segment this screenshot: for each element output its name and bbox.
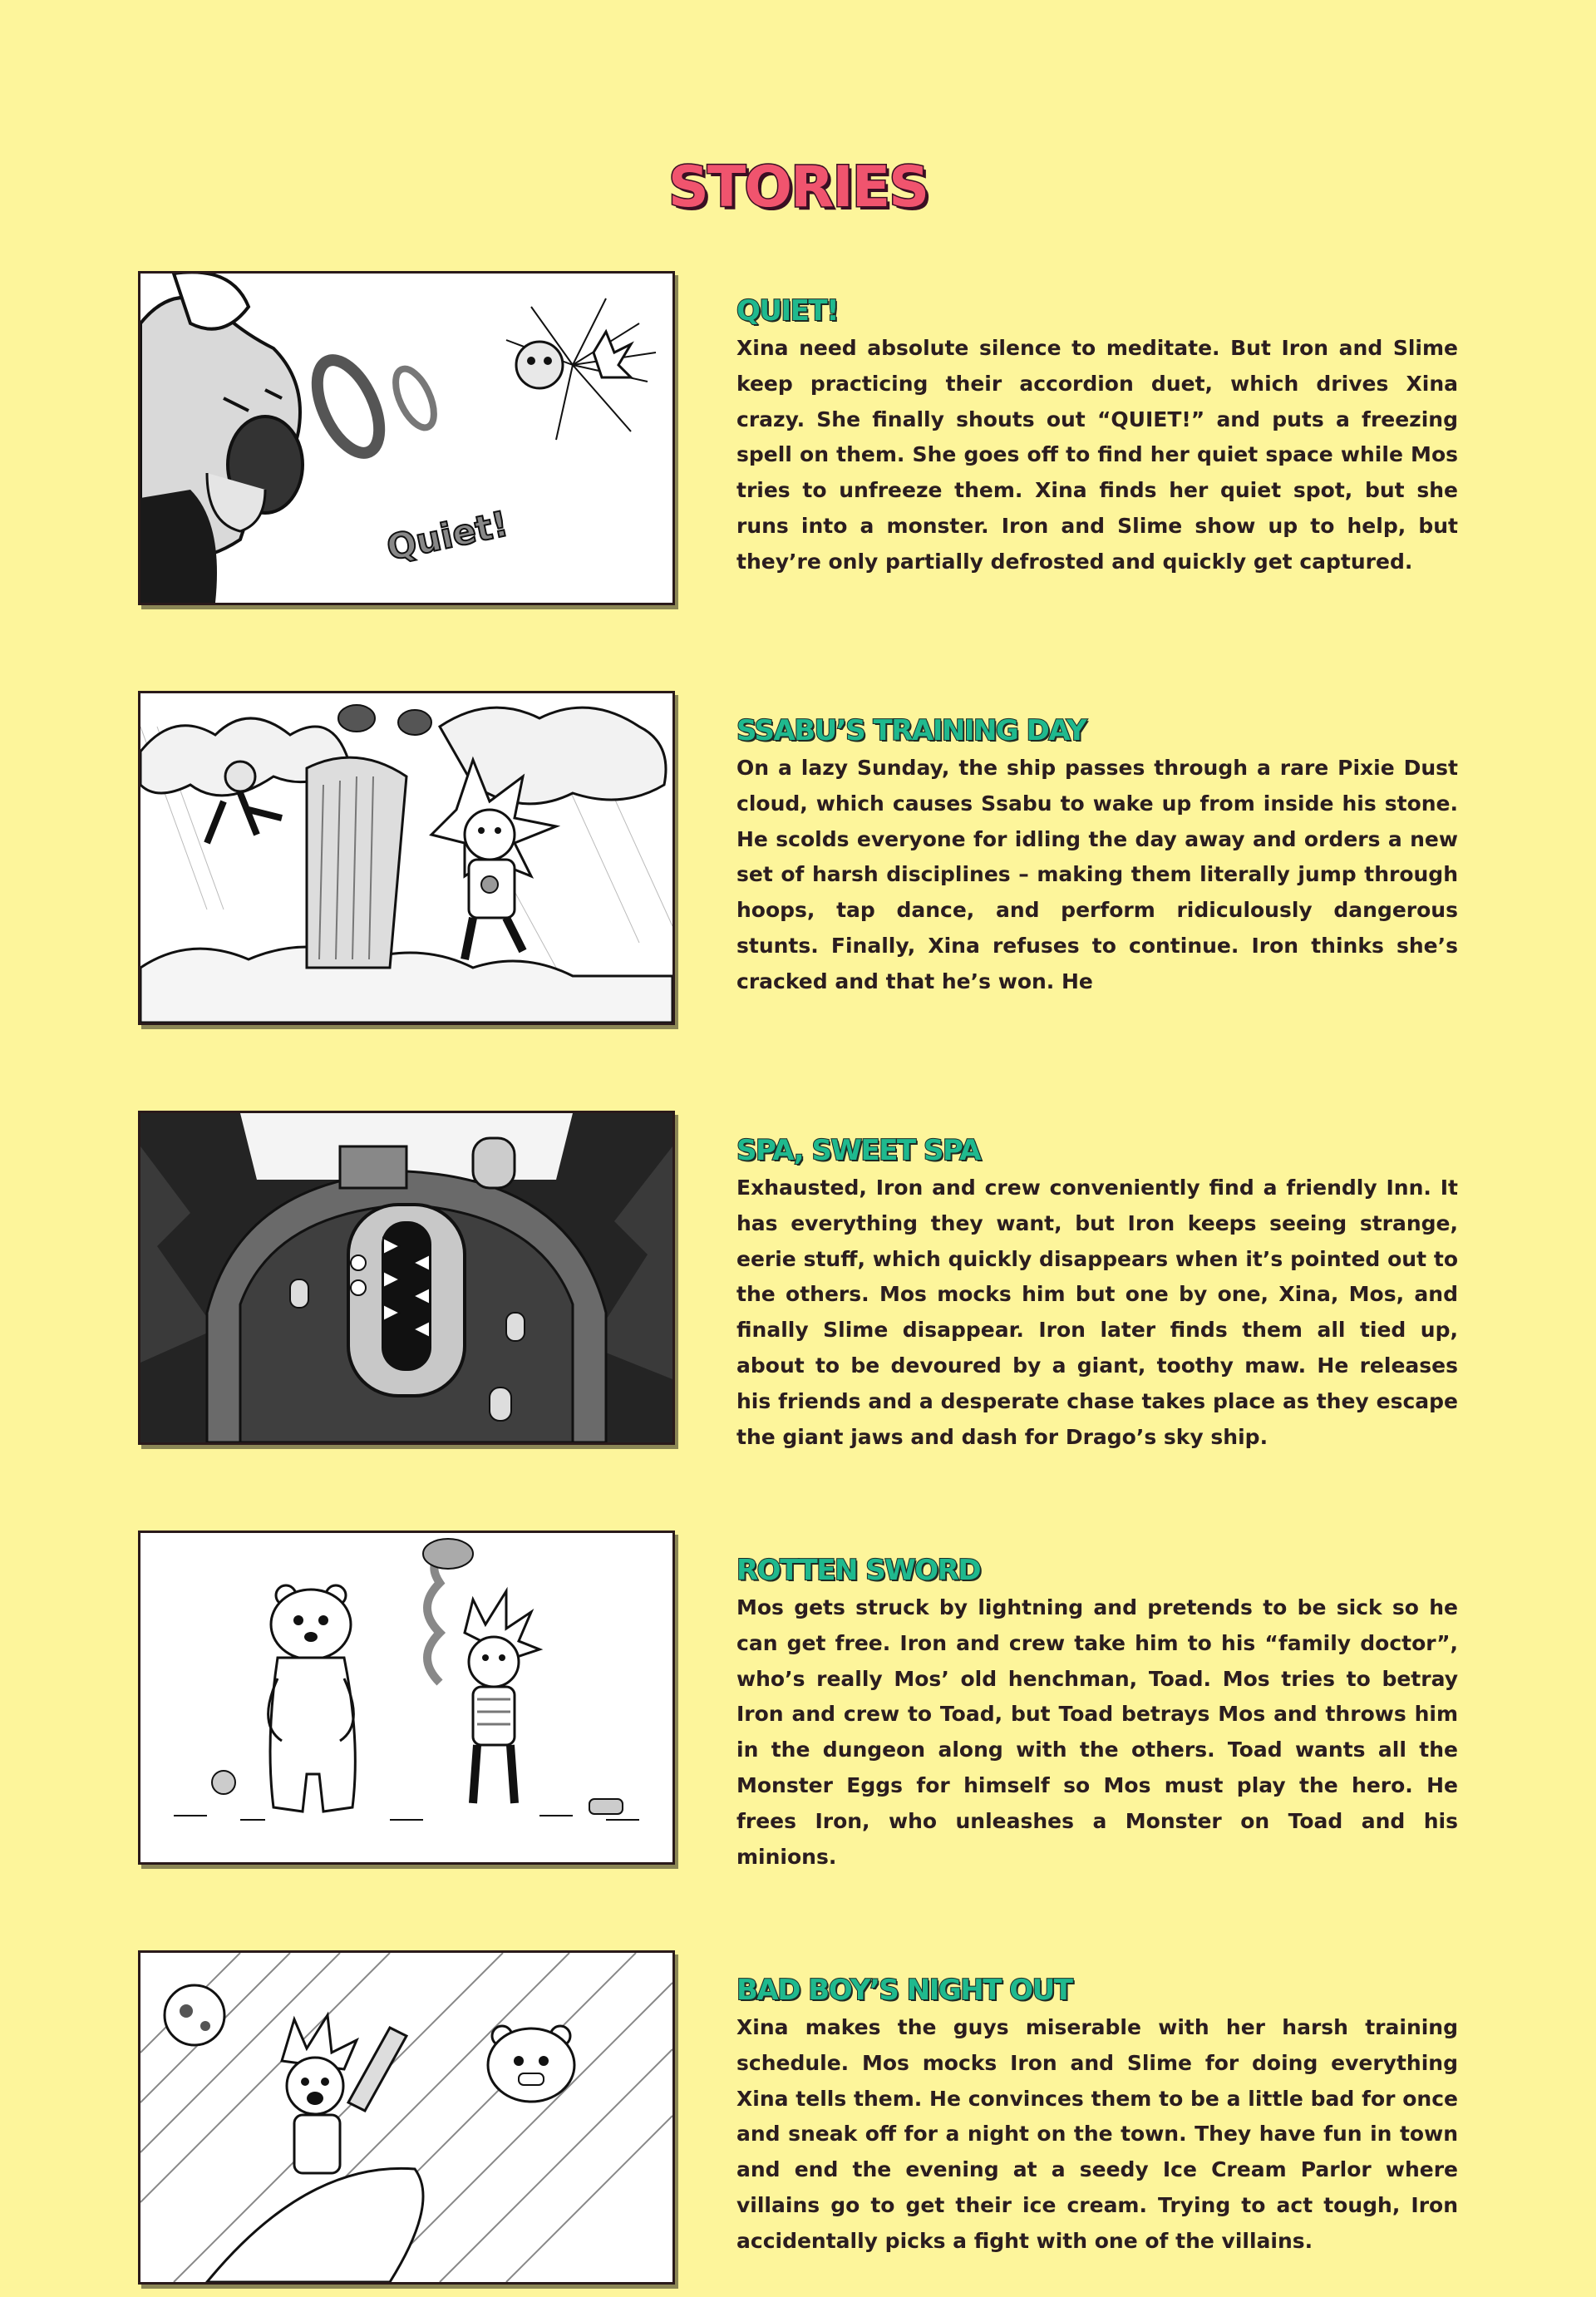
story-description-bad-boys-night-out: Xina makes the guys miserable with her harsh training schedule. Mos mocks Iron and Slime for doing everything Xina tells them. He convinces them to be a little bad for once and sneak off for a night on the town. They have fun in town and end the evening at a seedy Ice Cream Parlor where villains go to get their ice cream. Trying to act tough, Iron accidentally picks a fight with one of the villains. [736,2015,1458,2253]
story-description-rotten-sword: Mos gets struck by lightning and pretends to be sick so he can get free. Iron and crew take him to his “family doctor”, who’s really Mos’ old henchman, Toad. Mos tries to betray Iron and crew to Toad, but Toad betrays Mos and throws him in the dungeon along with the others. Toad wants all the Monster Eggs for himself so Mos must play the hero. He frees Iron, who unleashes a Monster on Toad and his minions. [736,1595,1458,1869]
story-image-ssabu-training-day[interactable] [138,691,675,1025]
story-description-quiet: Xina need absolute silence to meditate. But Iron and Slime keep practicing their accordion duet, which drives Xina crazy. She finally shouts out “QUIET!” and puts a freezing spell on them. She goes off to find her quiet space while Mos tries to unfreeze them. Xina finds her quiet spot, but she runs into a monster. Iron and Slime show up to help, but they’re only partially defrosted and quickly get captured. [736,336,1458,574]
story-image-quiet[interactable] [138,271,675,605]
story-title-rotten-sword: ROTTEN SWORD [736,1554,981,1588]
story-card-spa-sweet-spa [0,1111,1596,1449]
story-description-ssabu-training-day: On a lazy Sunday, the ship passes through a rare Pixie Dust cloud, which causes Ssabu to wake up from inside his stone. He scolds everyone for idling the day away and orders a new set of harsh disciplines – making them literally jump through hoops, tap dance, and perform ridiculously dangerous stunts. Finally, Xina refuses to continue. Iron thinks she’s cracked and that he’s won. He [736,756,1458,993]
story-card-quiet [0,271,1596,604]
story-title-bad-boys-night-out: BAD BOY’S NIGHT OUT [736,1974,1072,2008]
page-title: STORIES [667,154,929,220]
story-card-rotten-sword [0,1531,1596,1869]
story-title-quiet: QUIET! [736,294,839,328]
story-card-bad-boys-night-out [0,1950,1596,2283]
story-image-spa-sweet-spa[interactable] [138,1111,675,1445]
story-description-spa-sweet-spa: Exhausted, Iron and crew conveniently find a friendly Inn. It has everything they want, but Iron keeps seeing strange, eerie stuff, which quickly disappears when it’s pointed out to the others. Mos mocks him but one by one, Xina, Mos, and finally Slime disappear. Iron later finds them all tied up, about to be devoured by a giant, toothy maw. He releases his friends and a desperate chase takes place as they escape the giant jaws and dash for Drago’s sky ship. [736,1176,1458,1449]
story-image-bad-boys-night-out[interactable] [138,1950,675,2285]
quiet-sound-effect: Quiet! [382,503,512,569]
story-card-ssabu-training-day [0,691,1596,1023]
story-title-spa-sweet-spa: SPA, SWEET SPA [736,1134,981,1168]
story-title-ssabu-training-day: SSABU’S TRAINING DAY [736,714,1086,748]
story-image-rotten-sword[interactable] [138,1531,675,1865]
